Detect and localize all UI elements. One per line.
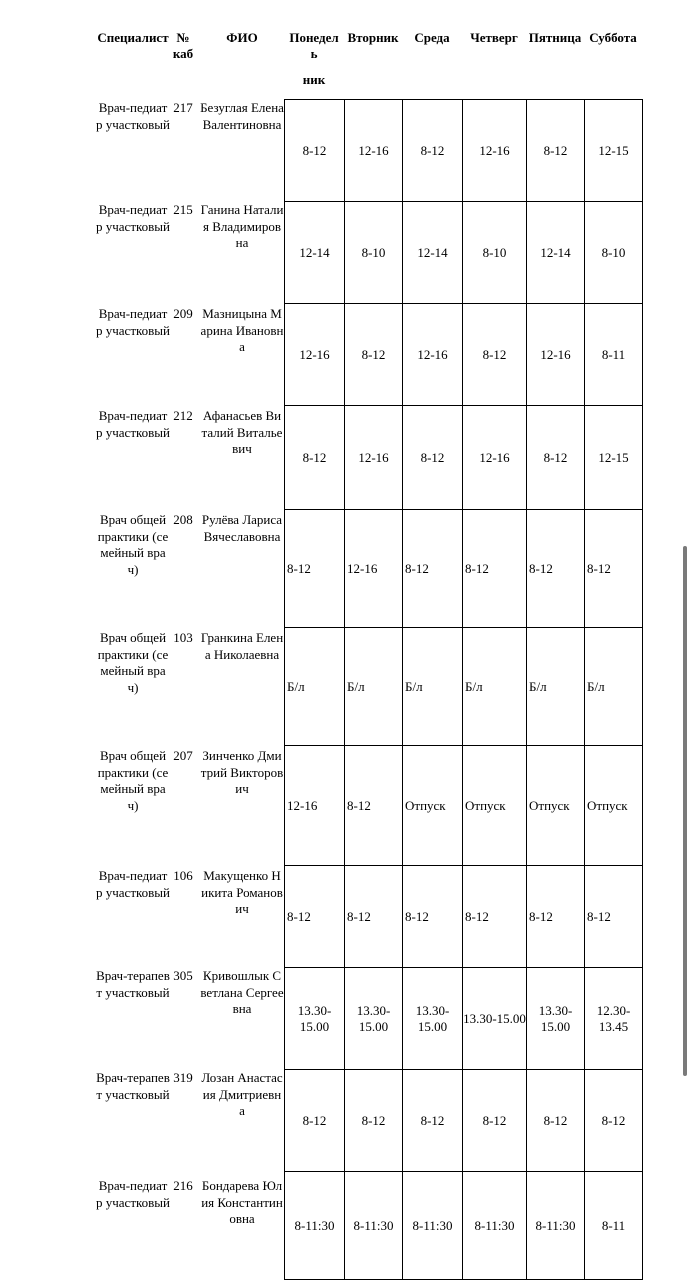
hours-cell: 8-11	[584, 304, 643, 406]
fio-cell: Ганина Наталия Владимировна	[200, 202, 284, 250]
specialist-cell: Врач общей практики (семейный врач)	[97, 630, 169, 695]
header-monday-line3: ник	[302, 72, 326, 87]
header-saturday: Суббота	[589, 30, 637, 45]
fio-cell: Афанасьев Виталий Витальевич	[201, 408, 283, 456]
hours-cell: 8-12	[526, 866, 584, 968]
fio-cell: Кривошлык Светлана Сергеевна	[200, 968, 284, 1016]
table-row	[0, 968, 693, 1070]
hours-cell: Б/л	[462, 628, 526, 746]
hours-cell: 13.30-15.00	[284, 968, 344, 1070]
hours-cell: 8-12	[584, 1070, 643, 1172]
hours-grid	[284, 866, 643, 968]
room-cell: 207	[173, 748, 193, 763]
room-cell: 215	[173, 202, 193, 217]
specialist-cell: Врач-педиатр участковый	[96, 100, 170, 132]
hours-cell: 8-11:30	[526, 1172, 584, 1280]
table-row	[0, 304, 693, 406]
hours-cell: Б/л	[344, 628, 402, 746]
hours-cell: 8-11:30	[284, 1172, 344, 1280]
header-specialist: Специалист	[97, 30, 169, 45]
table-row	[0, 100, 693, 202]
header-thursday: Четверг	[470, 30, 518, 45]
specialist-cell: Врач-педиатр участковый	[96, 1178, 170, 1210]
hours-cell: 8-12	[402, 866, 462, 968]
hours-cell: Б/л	[284, 628, 344, 746]
fio-cell: Безуглая Елена Валентиновна	[200, 100, 284, 132]
table-row	[0, 510, 693, 628]
hours-grid	[284, 510, 643, 628]
hours-grid	[284, 1172, 643, 1280]
specialist-cell: Врач общей практики (семейный врач)	[97, 748, 169, 813]
hours-cell: 8-12	[462, 304, 526, 406]
hours-grid	[284, 406, 643, 510]
specialist-cell: Врач-педиатр участковый	[96, 868, 170, 900]
fio-cell: Зинченко Дмитрий Викторович	[200, 748, 284, 796]
hours-cell: 12.30-13.45	[584, 968, 643, 1070]
header-friday: Пятница	[528, 30, 582, 45]
fio-cell: Макущенко Никита Романович	[201, 868, 283, 916]
hours-cell: 8-11:30	[344, 1172, 402, 1280]
header-fio: ФИО	[226, 30, 258, 45]
hours-cell: 8-12	[584, 510, 643, 628]
hours-grid	[284, 100, 643, 202]
hours-cell: 8-12	[284, 100, 344, 202]
header-monday	[284, 30, 344, 88]
hours-cell: Б/л	[526, 628, 584, 746]
hours-cell: 8-10	[462, 202, 526, 304]
room-cell: 216	[173, 1178, 193, 1193]
header-wednesday: Среда	[414, 30, 450, 45]
specialist-cell: Врач-терапевт участковый	[96, 1070, 170, 1102]
hours-cell: 12-16	[462, 406, 526, 510]
room-cell: 319	[173, 1070, 193, 1085]
specialist-cell: Врач общей практики (семейный врач)	[97, 512, 169, 577]
hours-cell: Отпуск	[584, 746, 643, 866]
specialist-cell: Врач-педиатр участковый	[96, 306, 170, 338]
hours-grid	[284, 628, 643, 746]
room-cell: 217	[173, 100, 193, 115]
header-monday-line1: Понедел	[289, 30, 339, 45]
hours-cell: 12-16	[462, 100, 526, 202]
table-row	[0, 628, 693, 746]
fio-cell: Гранкина Елена Николаевна	[200, 630, 284, 662]
room-cell: 209	[173, 306, 193, 321]
hours-cell: 8-12	[526, 510, 584, 628]
hours-cell: 8-12	[284, 406, 344, 510]
header-room: № каб	[172, 30, 194, 61]
header-monday-line2: ь	[310, 46, 318, 61]
hours-cell: 8-12	[402, 510, 462, 628]
hours-cell: 8-12	[284, 866, 344, 968]
table-row	[0, 866, 693, 968]
hours-cell: 8-12	[344, 866, 402, 968]
hours-cell: 8-12	[526, 100, 584, 202]
scrollbar[interactable]	[683, 546, 687, 1076]
header-tuesday: Вторник	[347, 30, 399, 45]
hours-cell: 12-15	[584, 406, 643, 510]
hours-cell: 8-12	[402, 1070, 462, 1172]
specialist-cell: Врач-педиатр участковый	[96, 408, 170, 440]
hours-cell: 8-12	[402, 100, 462, 202]
hours-cell: Б/л	[584, 628, 643, 746]
table-row	[0, 202, 693, 304]
hours-cell: 12-16	[344, 510, 402, 628]
hours-cell: 8-11:30	[402, 1172, 462, 1280]
fio-cell: Лозан Анастасия Дмитриевна	[201, 1070, 283, 1118]
table-row	[0, 1172, 693, 1280]
specialist-cell: Врач-педиатр участковый	[96, 202, 170, 234]
hours-grid	[284, 1070, 643, 1172]
hours-cell: 12-14	[526, 202, 584, 304]
hours-cell: 8-12	[584, 866, 643, 968]
room-cell: 212	[173, 408, 193, 423]
specialist-cell: Врач-терапевт участковый	[96, 968, 170, 1000]
hours-cell: Отпуск	[402, 746, 462, 866]
hours-cell: 12-14	[284, 202, 344, 304]
hours-cell: 12-16	[284, 746, 344, 866]
hours-cell: 13.30-15.00	[402, 968, 462, 1070]
hours-cell: 12-16	[344, 406, 402, 510]
hours-cell: 8-12	[344, 1070, 402, 1172]
hours-cell: Б/л	[402, 628, 462, 746]
hours-grid	[284, 304, 643, 406]
hours-cell: Отпуск	[462, 746, 526, 866]
fio-cell: Мазницына Марина Ивановна	[200, 306, 284, 354]
hours-cell: Отпуск	[526, 746, 584, 866]
hours-cell: 8-11	[584, 1172, 643, 1280]
hours-cell: 8-10	[344, 202, 402, 304]
room-cell: 305	[173, 968, 193, 983]
hours-cell: 8-12	[284, 510, 344, 628]
hours-cell: 8-12	[462, 510, 526, 628]
table-row	[0, 746, 693, 866]
hours-cell: 8-12	[462, 1070, 526, 1172]
hours-cell: 12-15	[584, 100, 643, 202]
hours-cell: 8-12	[344, 746, 402, 866]
hours-cell: 12-16	[526, 304, 584, 406]
hours-cell: 12-16	[284, 304, 344, 406]
hours-cell: 12-16	[402, 304, 462, 406]
room-cell: 106	[173, 868, 193, 883]
hours-cell: 8-12	[402, 406, 462, 510]
hours-grid	[284, 202, 643, 304]
hours-grid	[284, 746, 643, 866]
table-row	[0, 406, 693, 510]
room-cell: 208	[173, 512, 193, 527]
hours-cell: 13.30-15.00	[462, 968, 526, 1070]
hours-cell: 8-12	[462, 866, 526, 968]
hours-cell: 8-12	[526, 1070, 584, 1172]
hours-cell: 13.30-15.00	[526, 968, 584, 1070]
hours-cell: 12-16	[344, 100, 402, 202]
room-cell: 103	[173, 630, 193, 645]
table-row	[0, 1070, 693, 1172]
hours-cell: 8-10	[584, 202, 643, 304]
fio-cell: Рулёва Лариса Вячеславовна	[201, 512, 283, 544]
fio-cell: Бондарева Юлия Константиновна	[201, 1178, 283, 1226]
hours-cell: 12-14	[402, 202, 462, 304]
hours-cell: 8-12	[284, 1070, 344, 1172]
hours-grid	[284, 968, 643, 1070]
hours-cell: 8-11:30	[462, 1172, 526, 1280]
hours-cell: 8-12	[344, 304, 402, 406]
hours-cell: 8-12	[526, 406, 584, 510]
hours-cell: 13.30-15.00	[344, 968, 402, 1070]
